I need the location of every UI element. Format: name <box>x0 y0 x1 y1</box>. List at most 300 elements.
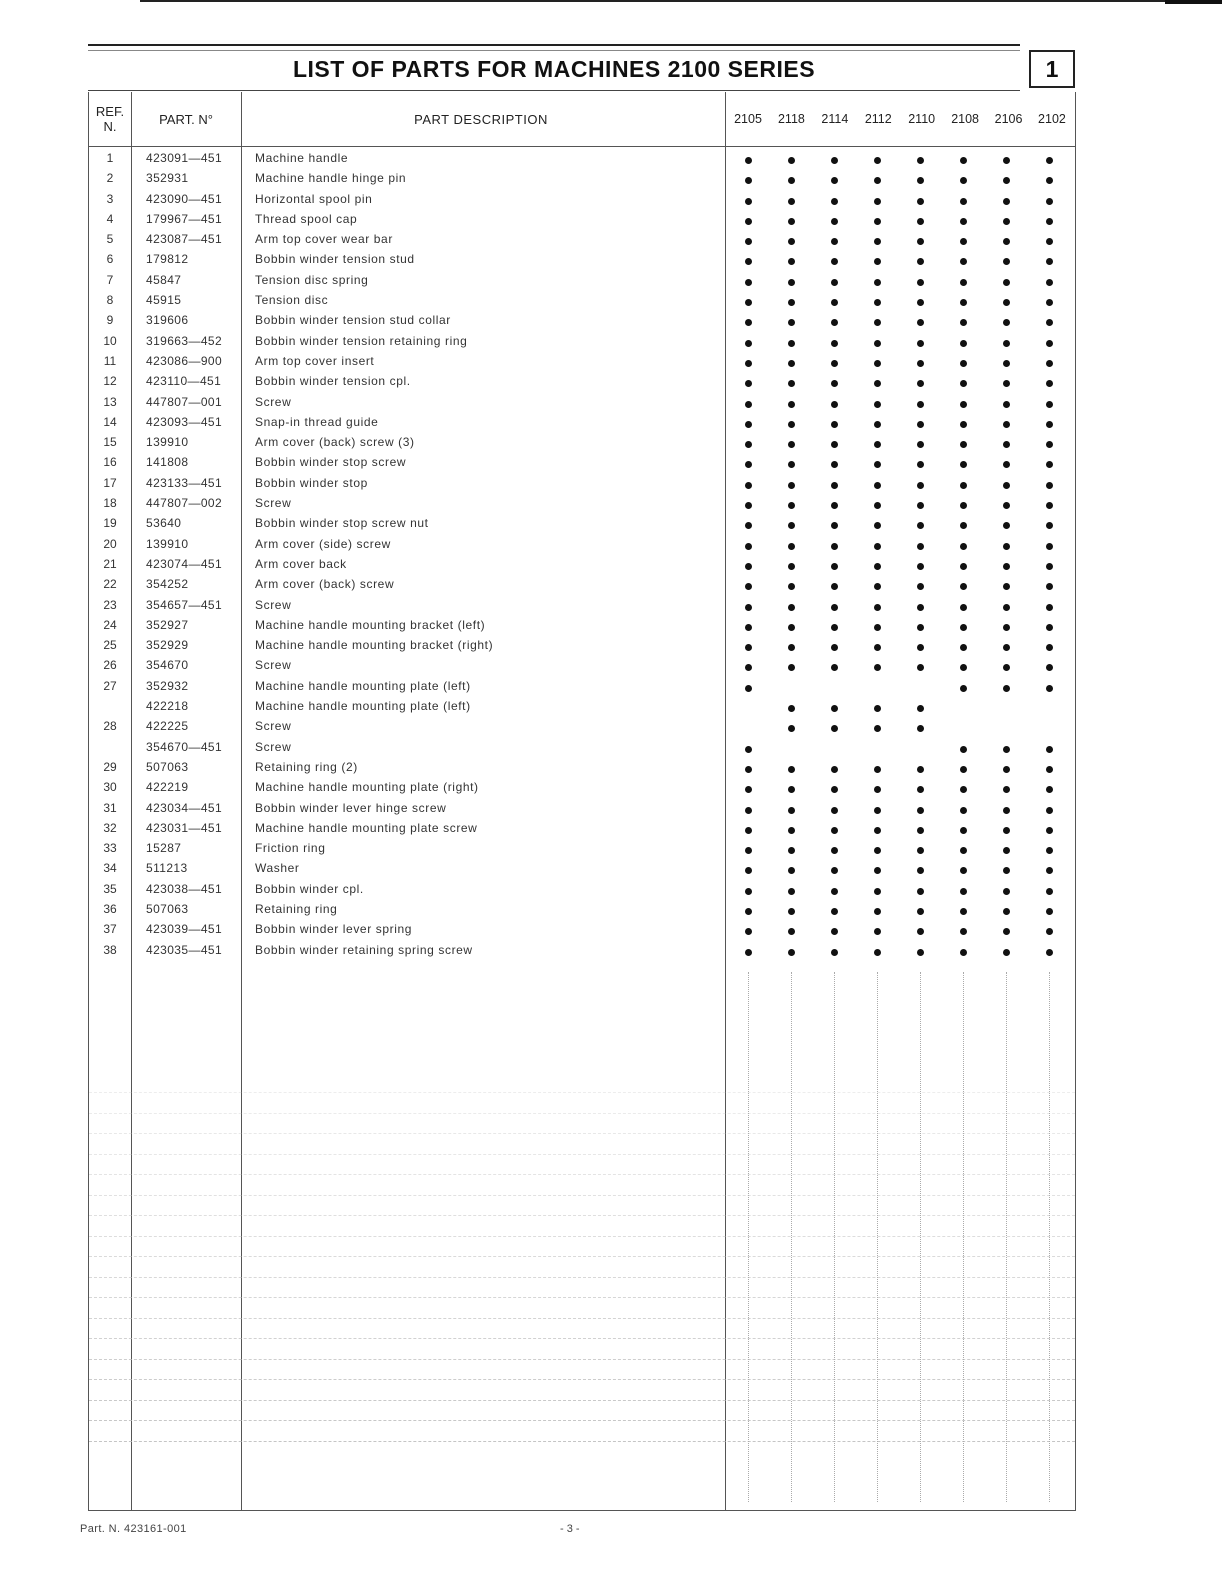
parts-rows <box>89 149 1075 961</box>
applicability-dot-2106 <box>1003 482 1010 489</box>
applicability-dot-2106 <box>1003 847 1010 854</box>
applicability-dot-2114 <box>831 482 838 489</box>
applicability-dot-2110 <box>917 319 924 326</box>
applicability-dot-2114 <box>831 908 838 915</box>
row-guide-line <box>89 1359 1075 1360</box>
applicability-dot-2110 <box>917 421 924 428</box>
applicability-dot-2106 <box>1003 928 1010 935</box>
row-ref: 35 <box>103 881 117 896</box>
header-models <box>725 92 1075 146</box>
applicability-dot-2105 <box>745 522 752 529</box>
row-guide-line <box>89 1420 1075 1421</box>
table-row <box>89 535 1075 555</box>
applicability-dot-2106 <box>1003 563 1010 570</box>
applicability-dot-2114 <box>831 360 838 367</box>
row-ref: 24 <box>103 617 117 632</box>
page-title: LIST OF PARTS FOR MACHINES 2100 SERIES <box>292 56 816 82</box>
header-ref: REF. N. <box>95 104 125 134</box>
row-ref: 28 <box>103 719 117 734</box>
applicability-dot-2102 <box>1046 766 1053 773</box>
table-row <box>89 778 1075 798</box>
applicability-dot-2105 <box>745 401 752 408</box>
row-part-number: 354252 <box>146 577 189 592</box>
applicability-dot-2118 <box>788 279 795 286</box>
applicability-dot-2102 <box>1046 543 1053 550</box>
row-part-number: 423039—451 <box>146 922 223 937</box>
row-description: Bobbin winder stop screw <box>255 455 407 470</box>
applicability-dot-2102 <box>1046 685 1053 692</box>
applicability-dot-2110 <box>917 461 924 468</box>
row-part-number: 423110—451 <box>146 374 222 389</box>
table-row <box>89 230 1075 250</box>
column-guide-line <box>1049 972 1050 1502</box>
column-guide-line <box>877 972 878 1502</box>
applicability-dot-2105 <box>745 279 752 286</box>
applicability-dot-2112 <box>874 827 881 834</box>
table-row <box>89 819 1075 839</box>
row-part-number: 423091—451 <box>146 151 223 165</box>
applicability-dot-2112 <box>874 583 881 590</box>
table-row <box>89 920 1075 940</box>
applicability-dot-2105 <box>745 888 752 895</box>
row-description: Screw <box>255 597 292 612</box>
table-row <box>89 474 1075 494</box>
row-description: Bobbin winder cpl. <box>255 881 364 896</box>
row-part-number: 423035—451 <box>146 942 223 957</box>
row-part-number: 141808 <box>146 455 189 470</box>
table-row <box>89 190 1075 210</box>
row-guide-line <box>89 1256 1075 1257</box>
row-part-number: 422225 <box>146 719 189 734</box>
applicability-dot-2118 <box>788 624 795 631</box>
row-part-number: 352927 <box>146 617 189 632</box>
row-description: Tension disc spring <box>255 272 369 287</box>
row-ref: 30 <box>103 780 117 795</box>
applicability-dot-2114 <box>831 441 838 448</box>
applicability-dot-2114 <box>831 928 838 935</box>
row-part-number: 15287 <box>146 841 182 856</box>
applicability-dot-2114 <box>831 624 838 631</box>
row-ref: 22 <box>103 577 117 592</box>
row-description: Bobbin winder tension cpl. <box>255 374 411 389</box>
applicability-dot-2118 <box>788 421 795 428</box>
applicability-dot-2118 <box>788 482 795 489</box>
applicability-dot-2108 <box>960 604 967 611</box>
applicability-dot-2108 <box>960 827 967 834</box>
applicability-dot-2118 <box>788 218 795 225</box>
applicability-dot-2105 <box>745 482 752 489</box>
applicability-dot-2108 <box>960 685 967 692</box>
applicability-dot-2106 <box>1003 685 1010 692</box>
applicability-dot-2105 <box>745 177 752 184</box>
row-description: Arm cover (side) screw <box>255 536 391 551</box>
row-description: Machine handle <box>255 151 349 165</box>
table-row <box>89 900 1075 920</box>
table-row <box>89 575 1075 595</box>
applicability-dot-2114 <box>831 867 838 874</box>
applicability-dot-2112 <box>874 786 881 793</box>
column-guide-line <box>963 972 964 1502</box>
applicability-dot-2114 <box>831 766 838 773</box>
row-ref: 4 <box>106 211 114 226</box>
applicability-dot-2106 <box>1003 360 1010 367</box>
applicability-dot-2102 <box>1046 461 1053 468</box>
applicability-dot-2105 <box>745 746 752 753</box>
applicability-dot-2106 <box>1003 177 1010 184</box>
row-part-number: 354670—451 <box>146 739 223 754</box>
applicability-dot-2105 <box>745 238 752 245</box>
row-part-number: 139910 <box>146 435 189 450</box>
table-row <box>89 616 1075 636</box>
applicability-dot-2102 <box>1046 807 1053 814</box>
applicability-dot-2110 <box>917 380 924 387</box>
applicability-dot-2108 <box>960 258 967 265</box>
row-ref: 15 <box>103 435 117 450</box>
applicability-dot-2110 <box>917 644 924 651</box>
applicability-dot-2110 <box>917 766 924 773</box>
applicability-dot-2118 <box>788 461 795 468</box>
row-description: Machine handle hinge pin <box>255 171 407 186</box>
applicability-dot-2108 <box>960 583 967 590</box>
row-ref: 6 <box>106 252 114 267</box>
applicability-dot-2102 <box>1046 238 1053 245</box>
applicability-dot-2114 <box>831 461 838 468</box>
applicability-dot-2110 <box>917 157 924 164</box>
row-description: Screw <box>255 739 292 754</box>
applicability-dot-2114 <box>831 725 838 732</box>
row-description: Retaining ring (2) <box>255 759 358 774</box>
table-row <box>89 453 1075 473</box>
applicability-dot-2114 <box>831 583 838 590</box>
title-band <box>88 44 1020 91</box>
applicability-dot-2108 <box>960 563 967 570</box>
applicability-dot-2105 <box>745 218 752 225</box>
row-description: Bobbin winder stop <box>255 475 368 490</box>
applicability-dot-2105 <box>745 624 752 631</box>
row-description: Horizontal spool pin <box>255 191 373 206</box>
row-guide-line <box>89 1113 1075 1114</box>
applicability-dot-2118 <box>788 766 795 773</box>
row-guide-line <box>89 1379 1075 1380</box>
applicability-dot-2108 <box>960 279 967 286</box>
applicability-dot-2105 <box>745 827 752 834</box>
table-row <box>89 149 1075 169</box>
applicability-dot-2106 <box>1003 583 1010 590</box>
applicability-dot-2102 <box>1046 441 1053 448</box>
applicability-dot-2102 <box>1046 421 1053 428</box>
applicability-dot-2118 <box>788 522 795 529</box>
applicability-dot-2108 <box>960 766 967 773</box>
table-row <box>89 393 1075 413</box>
applicability-dot-2118 <box>788 705 795 712</box>
applicability-dot-2106 <box>1003 766 1010 773</box>
applicability-dot-2118 <box>788 380 795 387</box>
applicability-dot-2112 <box>874 319 881 326</box>
applicability-dot-2114 <box>831 218 838 225</box>
applicability-dot-2114 <box>831 279 838 286</box>
applicability-dot-2108 <box>960 624 967 631</box>
row-description: Screw <box>255 394 292 409</box>
row-part-number: 422218 <box>146 699 189 714</box>
row-ref: 31 <box>103 800 117 815</box>
row-part-number: 45847 <box>146 272 182 287</box>
row-part-number: 354657—451 <box>146 597 223 612</box>
applicability-dot-2114 <box>831 827 838 834</box>
applicability-dot-2102 <box>1046 786 1053 793</box>
applicability-dot-2110 <box>917 543 924 550</box>
row-guide-line <box>89 1297 1075 1298</box>
applicability-dot-2105 <box>745 786 752 793</box>
applicability-dot-2106 <box>1003 502 1010 509</box>
applicability-dot-2118 <box>788 502 795 509</box>
applicability-dot-2106 <box>1003 319 1010 326</box>
applicability-dot-2102 <box>1046 360 1053 367</box>
column-guide-line <box>748 972 749 1502</box>
applicability-dot-2110 <box>917 888 924 895</box>
row-description: Bobbin winder retaining spring screw <box>255 942 473 957</box>
applicability-dot-2102 <box>1046 157 1053 164</box>
row-guide-line <box>89 1338 1075 1339</box>
row-description: Machine handle mounting plate (left) <box>255 678 471 693</box>
row-description: Bobbin winder tension retaining ring <box>255 333 468 348</box>
row-description: Screw <box>255 658 292 673</box>
applicability-dot-2108 <box>960 238 967 245</box>
row-description: Bobbin winder stop screw nut <box>255 516 429 531</box>
row-description: Machine handle mounting plate (left) <box>255 699 471 714</box>
row-guide-line <box>89 1174 1075 1175</box>
table-row <box>89 291 1075 311</box>
row-part-number: 507063 <box>146 759 189 774</box>
applicability-dot-2112 <box>874 847 881 854</box>
applicability-dot-2112 <box>874 888 881 895</box>
applicability-dot-2108 <box>960 177 967 184</box>
row-description: Arm cover (back) screw <box>255 577 395 592</box>
row-part-number: 423086—900 <box>146 353 223 368</box>
row-part-number: 352931 <box>146 171 189 186</box>
applicability-dot-2105 <box>745 563 752 570</box>
applicability-dot-2108 <box>960 299 967 306</box>
applicability-dot-2102 <box>1046 867 1053 874</box>
applicability-dot-2106 <box>1003 522 1010 529</box>
applicability-dot-2110 <box>917 238 924 245</box>
row-description: Screw <box>255 496 292 511</box>
applicability-dot-2105 <box>745 157 752 164</box>
applicability-dot-2112 <box>874 380 881 387</box>
row-ref: 20 <box>103 536 117 551</box>
applicability-dot-2102 <box>1046 563 1053 570</box>
applicability-dot-2106 <box>1003 664 1010 671</box>
row-part-number: 423074—451 <box>146 556 223 571</box>
applicability-dot-2110 <box>917 725 924 732</box>
row-part-number: 423093—451 <box>146 414 223 429</box>
applicability-dot-2114 <box>831 522 838 529</box>
applicability-dot-2112 <box>874 279 881 286</box>
applicability-dot-2114 <box>831 258 838 265</box>
applicability-dot-2110 <box>917 908 924 915</box>
applicability-dot-2110 <box>917 198 924 205</box>
column-guide-line <box>834 972 835 1502</box>
applicability-dot-2106 <box>1003 786 1010 793</box>
applicability-dot-2110 <box>917 502 924 509</box>
applicability-dot-2105 <box>745 258 752 265</box>
row-ref: 26 <box>103 658 117 673</box>
applicability-dot-2112 <box>874 461 881 468</box>
applicability-dot-2102 <box>1046 258 1053 265</box>
applicability-dot-2112 <box>874 238 881 245</box>
row-part-number: 53640 <box>146 516 182 531</box>
applicability-dot-2106 <box>1003 807 1010 814</box>
applicability-dot-2114 <box>831 644 838 651</box>
row-guide-line <box>89 1195 1075 1196</box>
applicability-dot-2102 <box>1046 644 1053 651</box>
row-ref: 11 <box>103 353 117 368</box>
applicability-dot-2102 <box>1046 746 1053 753</box>
applicability-dot-2114 <box>831 421 838 428</box>
applicability-dot-2118 <box>788 664 795 671</box>
applicability-dot-2112 <box>874 908 881 915</box>
applicability-dot-2114 <box>831 664 838 671</box>
applicability-dot-2112 <box>874 198 881 205</box>
table-row <box>89 514 1075 534</box>
top-rule-mark <box>1165 0 1222 4</box>
row-part-number: 447807—002 <box>146 496 223 511</box>
row-part-number: 423038—451 <box>146 881 223 896</box>
applicability-dot-2110 <box>917 401 924 408</box>
table-row <box>89 250 1075 270</box>
applicability-dot-2118 <box>788 360 795 367</box>
row-description: Arm top cover wear bar <box>255 232 393 247</box>
applicability-dot-2106 <box>1003 238 1010 245</box>
table-row <box>89 311 1075 331</box>
applicability-dot-2106 <box>1003 461 1010 468</box>
applicability-dot-2102 <box>1046 664 1053 671</box>
applicability-dot-2118 <box>788 583 795 590</box>
row-description: Washer <box>255 861 300 876</box>
applicability-dot-2112 <box>874 421 881 428</box>
applicability-dot-2114 <box>831 198 838 205</box>
applicability-dot-2118 <box>788 908 795 915</box>
header-model-2108: 2108 <box>951 112 980 126</box>
footer-part-number: Part. N. 423161-001 <box>80 1523 187 1535</box>
row-part-number: 179812 <box>146 252 189 267</box>
row-ref: 25 <box>103 638 117 653</box>
applicability-dot-2118 <box>788 238 795 245</box>
row-ref: 13 <box>103 394 117 409</box>
applicability-dot-2106 <box>1003 644 1010 651</box>
applicability-dot-2118 <box>788 543 795 550</box>
applicability-dot-2110 <box>917 482 924 489</box>
applicability-dot-2114 <box>831 340 838 347</box>
row-part-number: 423090—451 <box>146 191 223 206</box>
applicability-dot-2118 <box>788 949 795 956</box>
row-description: Thread spool cap <box>255 211 358 226</box>
applicability-dot-2112 <box>874 218 881 225</box>
row-ref: 7 <box>106 272 114 287</box>
header-part-number: PART. N° <box>159 111 213 127</box>
applicability-dot-2102 <box>1046 380 1053 387</box>
row-part-number: 423087—451 <box>146 232 223 247</box>
applicability-dot-2118 <box>788 644 795 651</box>
applicability-dot-2105 <box>745 664 752 671</box>
applicability-dot-2110 <box>917 563 924 570</box>
row-part-number: 354670 <box>146 658 189 673</box>
applicability-dot-2106 <box>1003 949 1010 956</box>
applicability-dot-2114 <box>831 847 838 854</box>
applicability-dot-2102 <box>1046 299 1053 306</box>
applicability-dot-2112 <box>874 807 881 814</box>
header-model-2102: 2102 <box>1038 112 1066 126</box>
applicability-dot-2108 <box>960 746 967 753</box>
row-part-number: 423031—451 <box>146 820 223 835</box>
row-description: Arm cover (back) screw (3) <box>255 435 415 450</box>
table-row <box>89 697 1075 717</box>
page-number-box: 1 <box>1029 50 1075 88</box>
applicability-dot-2118 <box>788 177 795 184</box>
applicability-dot-2110 <box>917 299 924 306</box>
applicability-dot-2102 <box>1046 827 1053 834</box>
header-model-2112: 2112 <box>864 112 892 126</box>
applicability-dot-2118 <box>788 827 795 834</box>
applicability-dot-2105 <box>745 949 752 956</box>
applicability-dot-2106 <box>1003 543 1010 550</box>
applicability-dot-2105 <box>745 867 752 874</box>
row-ref: 23 <box>103 597 117 612</box>
applicability-dot-2108 <box>960 461 967 468</box>
column-guide-line <box>1006 972 1007 1502</box>
applicability-dot-2106 <box>1003 867 1010 874</box>
table-row <box>89 169 1075 189</box>
row-description: Bobbin winder tension stud <box>255 252 415 267</box>
applicability-dot-2105 <box>745 644 752 651</box>
applicability-dot-2118 <box>788 157 795 164</box>
applicability-dot-2105 <box>745 543 752 550</box>
applicability-dot-2105 <box>745 441 752 448</box>
applicability-dot-2110 <box>917 218 924 225</box>
header-model-2114: 2114 <box>821 112 849 126</box>
applicability-dot-2105 <box>745 502 752 509</box>
applicability-dot-2105 <box>745 461 752 468</box>
row-part-number: 422219 <box>146 780 189 795</box>
row-part-number: 139910 <box>146 536 189 551</box>
applicability-dot-2112 <box>874 441 881 448</box>
applicability-dot-2108 <box>960 867 967 874</box>
table-row <box>89 352 1075 372</box>
applicability-dot-2108 <box>960 401 967 408</box>
row-ref: 3 <box>106 191 114 206</box>
row-ref: 16 <box>103 455 117 470</box>
row-ref: 17 <box>103 475 117 490</box>
row-ref: 37 <box>103 922 117 937</box>
row-part-number: 319663—452 <box>146 333 223 348</box>
applicability-dot-2106 <box>1003 340 1010 347</box>
applicability-dot-2118 <box>788 198 795 205</box>
row-guide-line <box>89 1092 1075 1093</box>
table-row <box>89 555 1075 575</box>
row-ref: 9 <box>106 313 114 328</box>
applicability-dot-2110 <box>917 279 924 286</box>
applicability-dot-2114 <box>831 949 838 956</box>
row-description: Machine handle mounting bracket (right) <box>255 638 494 653</box>
applicability-dot-2102 <box>1046 522 1053 529</box>
applicability-dot-2112 <box>874 644 881 651</box>
row-description: Arm top cover insert <box>255 353 375 368</box>
row-ref: 36 <box>103 901 117 916</box>
row-guide-line <box>89 1154 1075 1155</box>
row-guide-line <box>89 1236 1075 1237</box>
row-part-number: 352929 <box>146 638 189 653</box>
row-description: Snap-in thread guide <box>255 414 379 429</box>
applicability-dot-2102 <box>1046 279 1053 286</box>
